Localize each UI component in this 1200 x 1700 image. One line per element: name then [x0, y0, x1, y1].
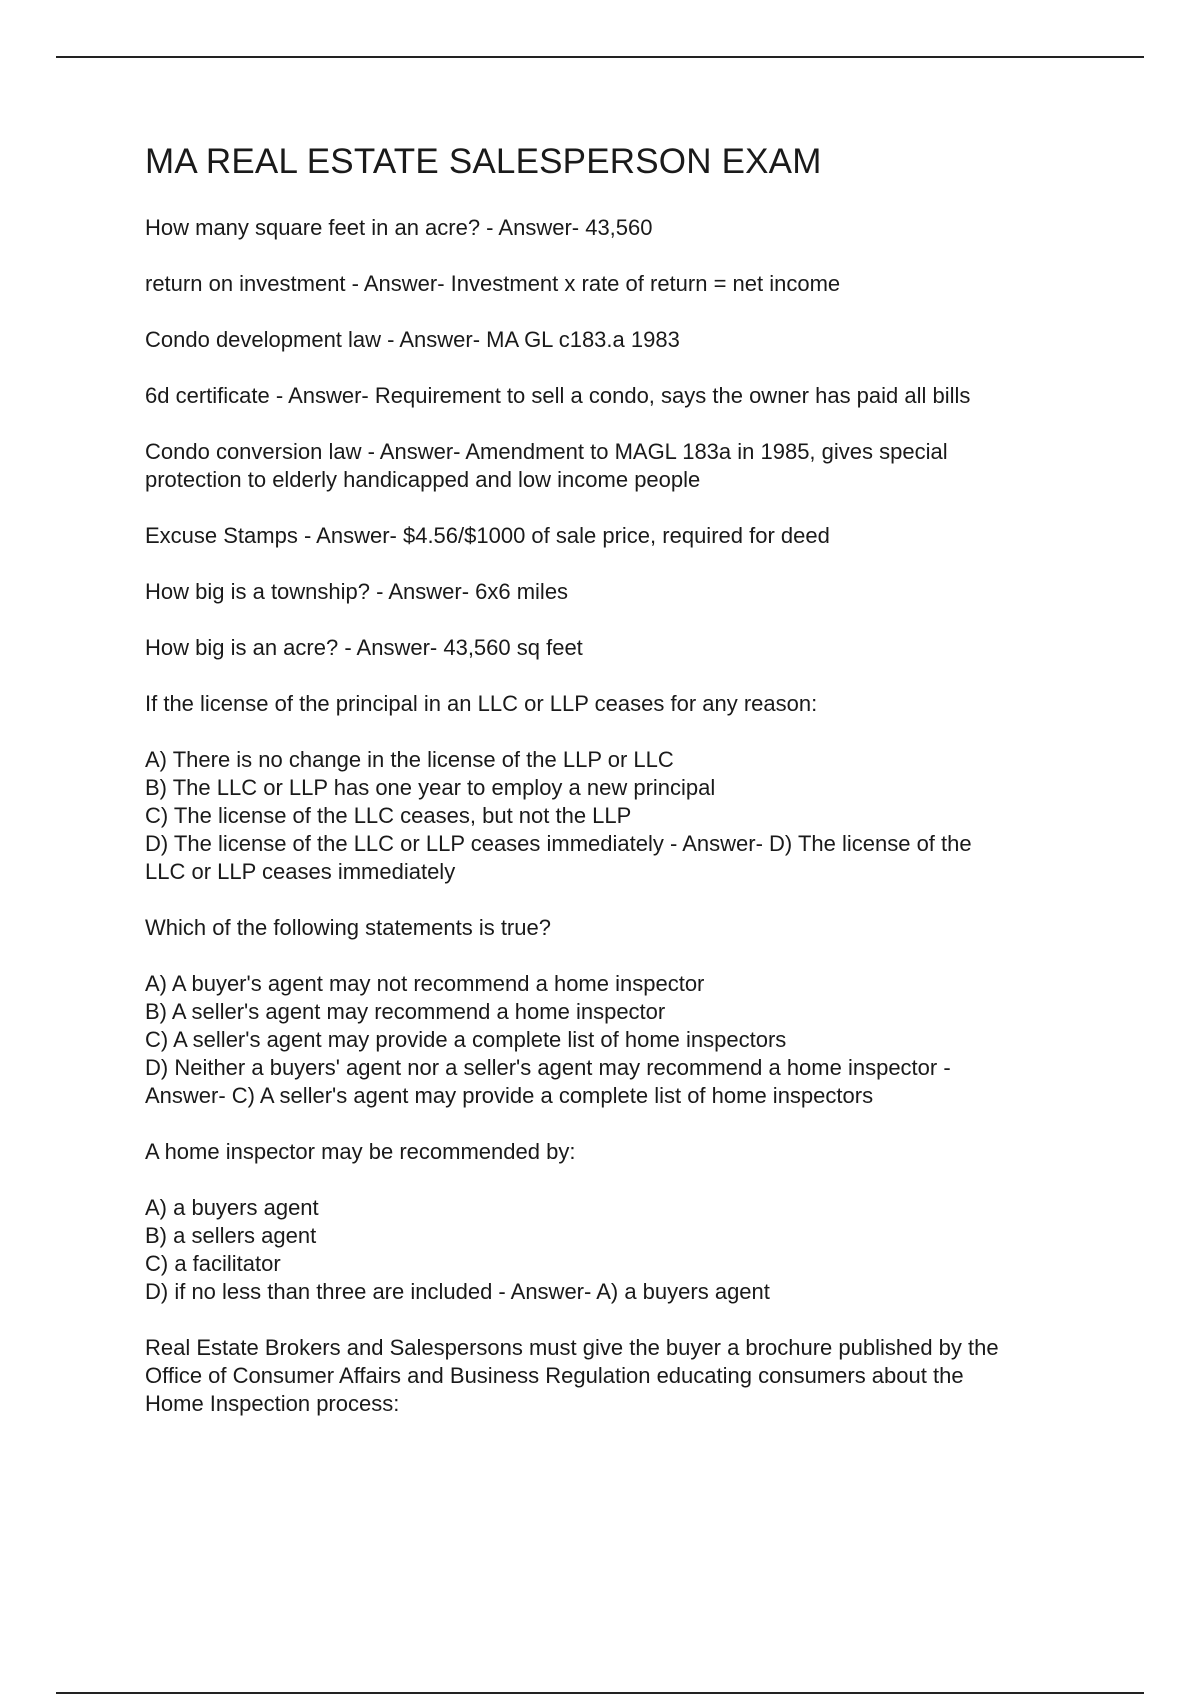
- text-line: Which of the following statements is true?: [145, 915, 551, 940]
- document-title: MA REAL ESTATE SALESPERSON EXAM: [145, 142, 822, 181]
- option-line: A) a buyers agent: [145, 1195, 319, 1220]
- text-line: return on investment - Answer- Investment x rate of return = net income: [145, 271, 841, 296]
- option-line: Answer- C) A seller's agent may provide a complete list of home inspectors: [145, 1083, 874, 1108]
- qa-return-on-investment: [145, 270, 1100, 298]
- option-line: A) There is no change in the license of the LLP or LLC: [145, 747, 674, 772]
- text-line: Office of Consumer Affairs and Business Regulation educating consumers about the: [145, 1363, 964, 1388]
- text-line: Excuse Stamps - Answer- $4.56/$1000 of sale price, required for deed: [145, 523, 830, 548]
- options-home-inspector: [145, 1194, 1100, 1306]
- bottom-rule: [56, 1692, 1144, 1694]
- text-line: How big is a township? - Answer- 6x6 miles: [145, 579, 569, 604]
- option-line: D) Neither a buyers' agent nor a seller's agent may recommend a home inspector -: [145, 1055, 951, 1080]
- question-home-inspector: [145, 1138, 1100, 1166]
- option-line: C) A seller's agent may provide a complete list of home inspectors: [145, 1027, 787, 1052]
- question-brochure: [145, 1334, 1100, 1418]
- qa-acre-size: [145, 634, 1100, 662]
- text-line: Home Inspection process:: [145, 1391, 400, 1416]
- option-line: B) The LLC or LLP has one year to employ a new principal: [145, 775, 716, 800]
- text-line: How big is an acre? - Answer- 43,560 sq feet: [145, 635, 583, 660]
- question-llc-license: [145, 690, 1100, 718]
- text-line: 6d certificate - Answer- Requirement to sell a condo, says the owner has paid all bills: [145, 383, 971, 408]
- text-line: protection to elderly handicapped and low income people: [145, 467, 701, 492]
- qa-excuse-stamps: [145, 522, 1100, 550]
- option-line: B) a sellers agent: [145, 1223, 317, 1248]
- qa-square-feet-acre: [145, 214, 1100, 242]
- option-line: C) The license of the LLC ceases, but not the LLP: [145, 803, 632, 828]
- qa-condo-development-law: [145, 326, 1100, 354]
- text-line: Real Estate Brokers and Salespersons must give the buyer a brochure published by the: [145, 1335, 999, 1360]
- text-line: Condo conversion law - Answer- Amendment to MAGL 183a in 1985, gives special: [145, 439, 948, 464]
- option-line: B) A seller's agent may recommend a home inspector: [145, 999, 666, 1024]
- options-llc-license: [145, 746, 1100, 886]
- text-line: If the license of the principal in an LLC or LLP ceases for any reason:: [145, 691, 818, 716]
- text-line: A home inspector may be recommended by:: [145, 1139, 576, 1164]
- qa-township-size: [145, 578, 1100, 606]
- document-body: [145, 140, 1100, 1446]
- qa-condo-conversion-law: [145, 438, 1100, 494]
- question-statements-true: [145, 914, 1100, 942]
- text-line: How many square feet in an acre? - Answer- 43,560: [145, 215, 653, 240]
- option-line: C) a facilitator: [145, 1251, 281, 1276]
- qa-6d-certificate: [145, 382, 1100, 410]
- option-line: A) A buyer's agent may not recommend a home inspector: [145, 971, 705, 996]
- options-statements-true: [145, 970, 1100, 1110]
- option-line: LLC or LLP ceases immediately: [145, 859, 456, 884]
- option-line: D) The license of the LLC or LLP ceases immediately - Answer- D) The license of the: [145, 831, 972, 856]
- text-line: Condo development law - Answer- MA GL c183.a 1983: [145, 327, 680, 352]
- top-rule: [56, 56, 1144, 58]
- option-line: D) if no less than three are included - Answer- A) a buyers agent: [145, 1279, 770, 1304]
